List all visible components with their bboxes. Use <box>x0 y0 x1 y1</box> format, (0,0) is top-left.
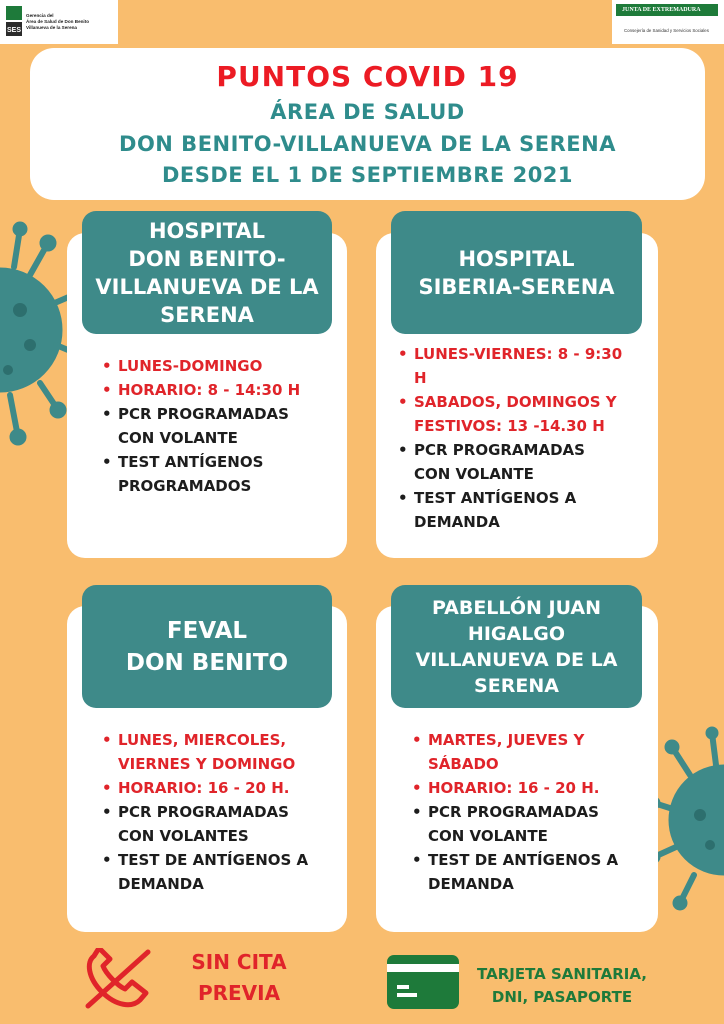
list-item: • TEST DE ANTÍGENOS A DEMANDA <box>102 848 342 896</box>
junta-subtitle: Consejería de Sanidad y Servicios Sociales <box>624 28 709 33</box>
list-item: • HORARIO: 16 - 20 H. <box>412 776 652 800</box>
list-item: • PCR PROGRAMADAS CON VOLANTE <box>102 402 342 450</box>
list-item: • LUNES-DOMINGO <box>102 354 342 378</box>
list-item: • LUNES, MIERCOLES, VIERNES Y DOMINGO <box>102 728 342 776</box>
list-item: • HORARIO: 16 - 20 H. <box>102 776 342 800</box>
ses-logo <box>0 0 118 44</box>
ses-line-2: Área de Salud de Don Benito <box>26 19 90 24</box>
junta-name: JUNTA DE EXTREMADURA <box>616 4 718 16</box>
list-item: • TEST DE ANTÍGENOS A DEMANDA <box>412 848 652 896</box>
virus-right-icon <box>650 725 724 915</box>
ses-abbr: SES <box>6 27 22 34</box>
header-line-3: DESDE EL 1 DE SEPTIEMBRE 2021 <box>161 163 574 187</box>
page-title: PUNTOS COVID 19 <box>216 60 519 93</box>
header-card <box>30 48 705 200</box>
no-appointment-text: SIN CITA PREVIA <box>191 950 287 1005</box>
header-line-2: DON BENITO-VILLANUEVA DE LA SERENA <box>119 132 616 156</box>
no-phone-icon <box>80 948 154 1010</box>
list-item: • PCR PROGRAMADAS CON VOLANTE <box>412 800 652 848</box>
list-hospital-siberia-serena <box>398 342 653 534</box>
list-item: • HORARIO: 8 - 14:30 H <box>102 378 342 402</box>
list-item: • LUNES-VIERNES: 8 - 9:30 H <box>398 342 653 390</box>
required-documents-text: TARJETA SANITARIA, DNI, PASAPORTE <box>477 965 647 1006</box>
list-item: • TEST ANTÍGENOS A DEMANDA <box>398 486 653 534</box>
list-item: • MARTES, JUEVES Y SÁBADO <box>412 728 652 776</box>
card-title-feval: FEVAL DON BENITO <box>82 585 332 708</box>
junta-extremadura-logo <box>612 0 724 44</box>
list-item: • PCR PROGRAMADAS CON VOLANTE <box>398 438 653 486</box>
card-title-hospital-don-benito: HOSPITAL DON BENITO- VILLANUEVA DE LA SERENA <box>82 211 332 334</box>
list-feval <box>102 728 342 896</box>
header-line-1: ÁREA DE SALUD <box>270 100 465 124</box>
list-pabellon-juan-higalgo <box>412 728 652 896</box>
list-item: • TEST ANTÍGENOS PROGRAMADOS <box>102 450 342 498</box>
ses-line-1: Gerencia del <box>26 13 54 18</box>
ses-line-3: Villanueva de la Serena <box>26 25 77 30</box>
list-hospital-don-benito <box>102 354 342 498</box>
ses-emblem-icon <box>4 4 24 38</box>
card-title-pabellon-juan-higalgo: PABELLÓN JUAN HIGALGO VILLANUEVA DE LA SERENA <box>391 585 642 708</box>
card-title-hospital-siberia-serena: HOSPITAL SIBERIA-SERENA <box>391 211 642 334</box>
list-item: • SABADOS, DOMINGOS Y FESTIVOS: 13 -14.30 H <box>398 390 653 438</box>
list-item: • PCR PROGRAMADAS CON VOLANTES <box>102 800 342 848</box>
id-card-icon <box>387 955 459 1009</box>
